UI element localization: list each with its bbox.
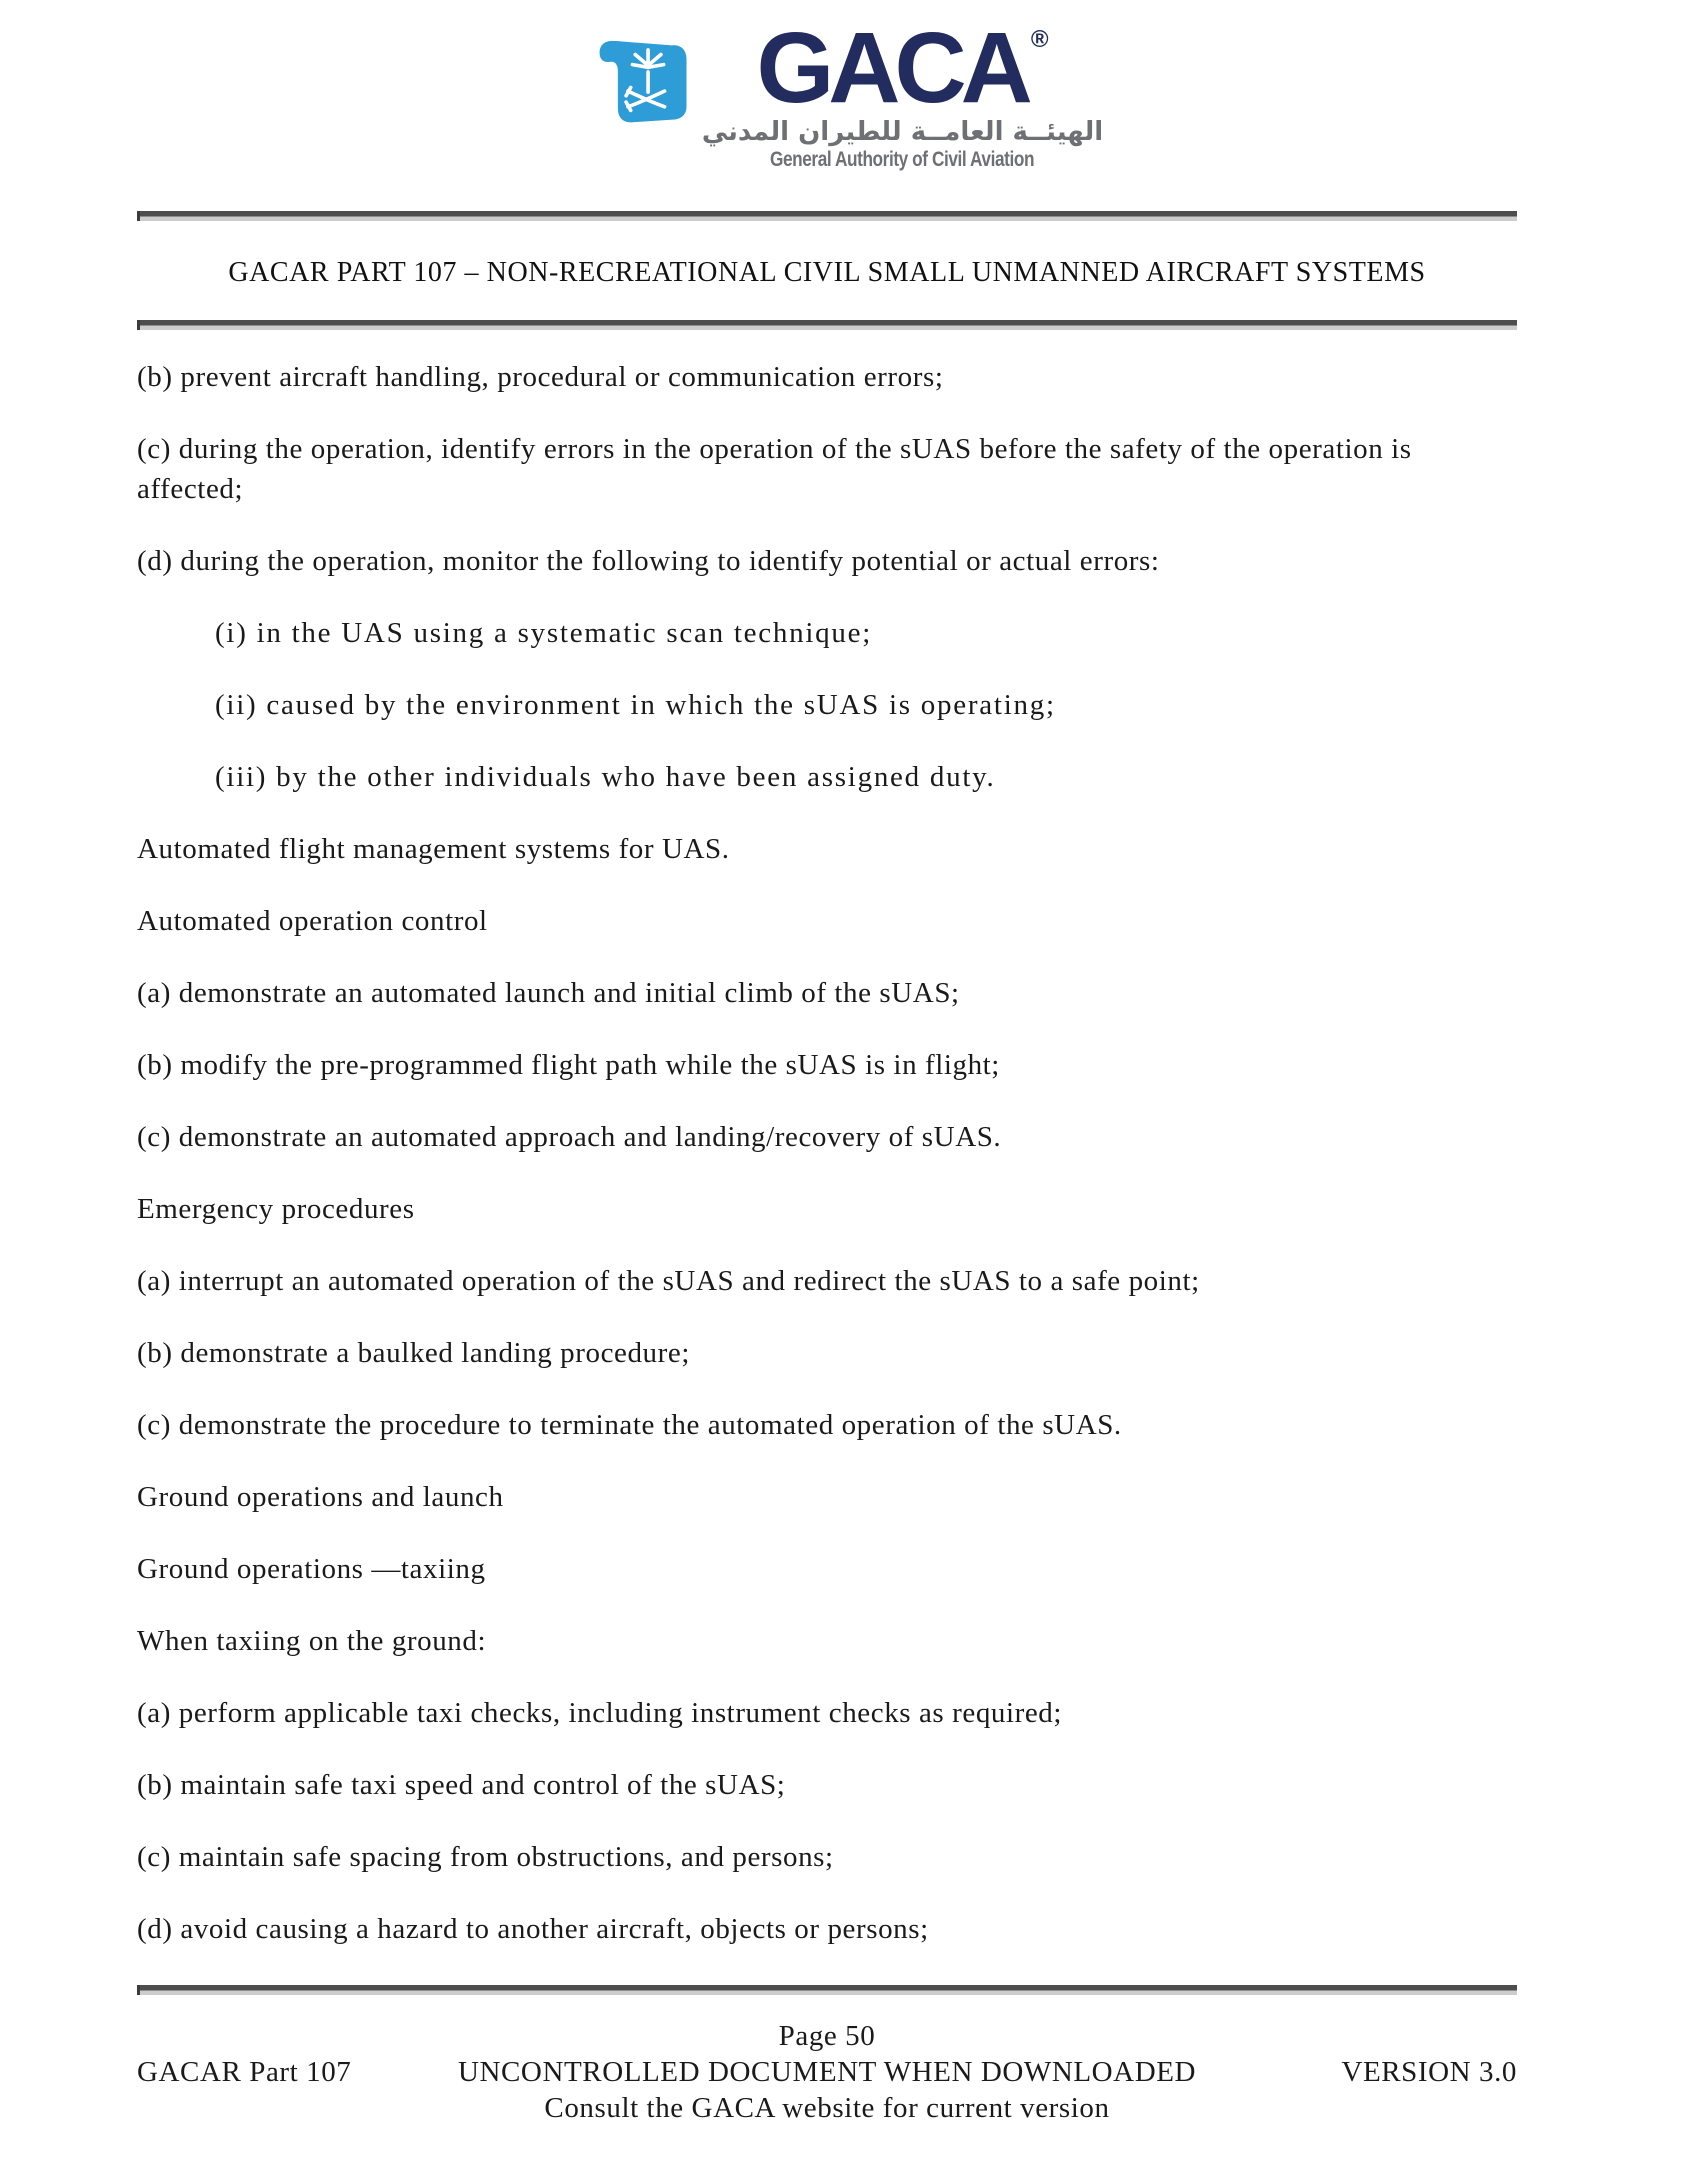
paragraph: (c) demonstrate an automated approach and landing/recovery of sUAS. xyxy=(137,1121,1002,1153)
document-title: GACAR PART 107 – NON-RECREATIONAL CIVIL SMALL UNMANNED AIRCRAFT SYSTEMS xyxy=(228,257,1426,288)
footer-version: VERSION 3.0 xyxy=(1341,2056,1517,2088)
paragraph: (c) during the operation, identify errors in the operation of the sUAS before the safety of the operation is affected; xyxy=(137,433,1412,505)
paragraph: (d) avoid causing a hazard to another aircraft, objects or persons; xyxy=(137,1913,929,1945)
footer-doc-ref: GACAR Part 107 xyxy=(137,2056,352,2088)
paragraph: When taxiing on the ground: xyxy=(137,1625,487,1657)
paragraph: (i) in the UAS using a systematic scan technique; xyxy=(215,617,873,649)
footer-consult-note: Consult the GACA website for current version xyxy=(544,2092,1110,2124)
gaca-flag-icon xyxy=(597,39,690,125)
paragraph: Automated operation control xyxy=(137,905,488,937)
paragraph: Ground operations and launch xyxy=(137,1481,504,1513)
paragraph: (b) demonstrate a baulked landing procedure; xyxy=(137,1337,690,1369)
document-body xyxy=(137,357,1517,1949)
footer-uncontrolled-notice: UNCONTROLLED DOCUMENT WHEN DOWNLOADED xyxy=(457,2056,1197,2088)
paragraph: (c) demonstrate the procedure to terminate the automated operation of the sUAS. xyxy=(137,1409,1122,1441)
paragraph: (d) during the operation, monitor the following to identify potential or actual errors: xyxy=(137,545,1160,577)
paragraph: (iii) by the other individuals who have been assigned duty. xyxy=(215,761,996,793)
logo-arabic-name: الهيئــة العامــة للطيران المدني xyxy=(701,117,1104,147)
paragraph: (a) demonstrate an automated launch and initial climb of the sUAS; xyxy=(137,977,960,1009)
paragraph: (a) perform applicable taxi checks, including instrument checks as required; xyxy=(137,1697,1063,1729)
page-footer xyxy=(137,2019,1517,2125)
paragraph: (a) interrupt an automated operation of the sUAS and redirect the sUAS to a safe point; xyxy=(137,1265,1200,1297)
paragraph: (b) maintain safe taxi speed and control of the sUAS; xyxy=(137,1769,786,1801)
paragraph: (c) maintain safe spacing from obstructions, and persons; xyxy=(137,1841,834,1873)
footer-rule xyxy=(137,1985,1517,1995)
registered-trademark-icon: ® xyxy=(1030,26,1049,53)
paragraph: (b) modify the pre-programmed flight path while the sUAS is in flight; xyxy=(137,1049,1000,1081)
paragraph: Ground operations —taxiing xyxy=(137,1553,486,1585)
gaca-logo xyxy=(0,0,1700,182)
paragraph: (ii) caused by the environment in which the sUAS is operating; xyxy=(215,689,1056,721)
gaca-wordmark: GACA xyxy=(756,12,1027,124)
paragraph: (b) prevent aircraft handling, procedural or communication errors; xyxy=(137,361,944,393)
paragraph: Automated flight management systems for UAS. xyxy=(137,833,730,865)
page-number: Page 50 xyxy=(778,2020,876,2052)
page-content xyxy=(137,211,1517,2125)
paragraph: Emergency procedures xyxy=(137,1193,415,1225)
header-rule-bottom xyxy=(137,320,1517,330)
logo-english-name: General Authority of Civil Aviation xyxy=(770,148,1035,171)
header-rule-top xyxy=(137,211,1517,221)
